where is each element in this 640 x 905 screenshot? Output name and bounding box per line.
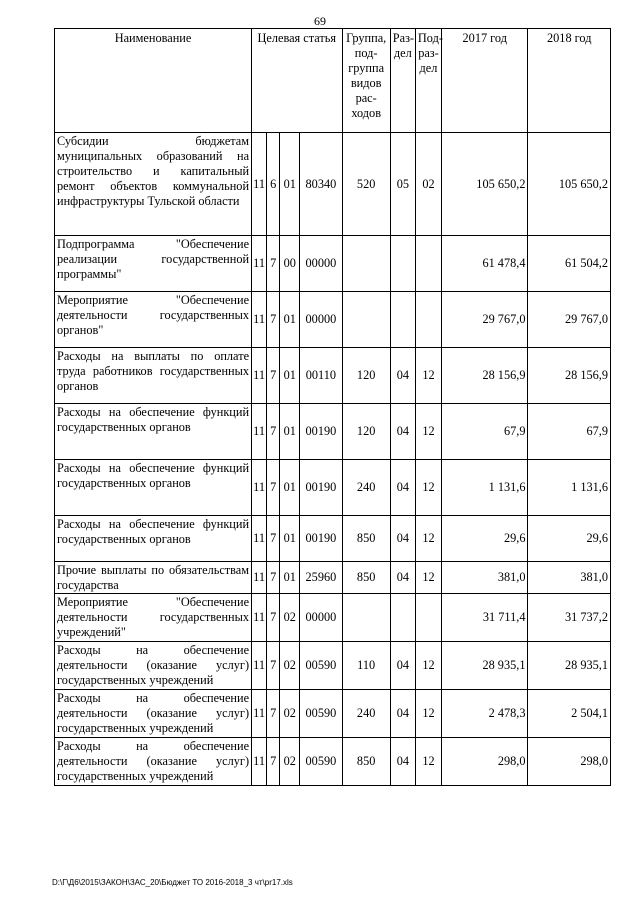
amount-2017: 29,6 [442, 516, 528, 562]
row-name: Расходы на обеспечение деятельности (оказание услуг) государственных учреждений [55, 738, 252, 786]
code-d: 25960 [300, 562, 342, 594]
header-year-2017: 2017 год [442, 29, 528, 133]
code-c: 01 [280, 562, 300, 594]
amount-2018: 28 156,9 [528, 348, 611, 404]
row-name: Расходы на обеспечение функций государственных органов [55, 516, 252, 562]
expense-group: 240 [342, 690, 390, 738]
subsection: 12 [415, 516, 441, 562]
code-d: 00000 [300, 594, 342, 642]
amount-2017: 61 478,4 [442, 236, 528, 292]
amount-2017: 298,0 [442, 738, 528, 786]
amount-2018: 67,9 [528, 404, 611, 460]
expense-group: 850 [342, 738, 390, 786]
subsection [415, 236, 441, 292]
code-b: 7 [267, 562, 280, 594]
table-row [55, 562, 611, 594]
code-b: 7 [267, 292, 280, 348]
amount-2017: 381,0 [442, 562, 528, 594]
row-name: Субсидии бюджетам муниципальных образований на строительство и капитальный ремонт объектов коммунальной инфраструктуры Тульской области [55, 133, 252, 236]
subsection: 12 [415, 738, 441, 786]
amount-2018: 2 504,1 [528, 690, 611, 738]
header-target-article: Целевая статья [252, 29, 342, 133]
code-d: 00190 [300, 516, 342, 562]
code-d: 00590 [300, 642, 342, 690]
table-row [55, 594, 611, 642]
code-c: 01 [280, 460, 300, 516]
expense-group: 240 [342, 460, 390, 516]
code-a: 11 [252, 690, 267, 738]
section: 05 [390, 133, 415, 236]
table-row [55, 292, 611, 348]
amount-2017: 1 131,6 [442, 460, 528, 516]
code-d: 00000 [300, 236, 342, 292]
row-name: Прочие выплаты по обязательствам государства [55, 562, 252, 594]
subsection: 12 [415, 690, 441, 738]
amount-2017: 28 156,9 [442, 348, 528, 404]
subsection: 12 [415, 404, 441, 460]
subsection: 02 [415, 133, 441, 236]
code-b: 7 [267, 236, 280, 292]
table-row [55, 460, 611, 516]
code-b: 7 [267, 738, 280, 786]
row-name: Расходы на обеспечение деятельности (оказание услуг) государственных учреждений [55, 690, 252, 738]
table-row [55, 642, 611, 690]
section: 04 [390, 562, 415, 594]
section [390, 594, 415, 642]
code-d: 00590 [300, 690, 342, 738]
header-group: Группа, под- группа видов рас- ходов [342, 29, 390, 133]
code-a: 11 [252, 292, 267, 348]
header-year-2018: 2018 год [528, 29, 611, 133]
amount-2018: 61 504,2 [528, 236, 611, 292]
amount-2017: 28 935,1 [442, 642, 528, 690]
table-row [55, 133, 611, 236]
footer-file-path: D:\Г\Д6\2015\ЗАКОН\ЗАС_20\Бюджет ТО 2016-2018_3 чт\pr17.xls [52, 878, 293, 887]
header-subsection: Под- раз- дел [415, 29, 441, 133]
page-number: 69 [314, 14, 326, 28]
section: 04 [390, 460, 415, 516]
amount-2017: 31 711,4 [442, 594, 528, 642]
code-b: 6 [267, 133, 280, 236]
row-name: Расходы на обеспечение функций государственных органов [55, 404, 252, 460]
table-row [55, 690, 611, 738]
amount-2018: 29,6 [528, 516, 611, 562]
code-a: 11 [252, 562, 267, 594]
table-row [55, 516, 611, 562]
amount-2017: 29 767,0 [442, 292, 528, 348]
section [390, 236, 415, 292]
section: 04 [390, 404, 415, 460]
amount-2017: 105 650,2 [442, 133, 528, 236]
code-b: 7 [267, 516, 280, 562]
code-d: 00190 [300, 460, 342, 516]
code-b: 7 [267, 404, 280, 460]
subsection [415, 594, 441, 642]
amount-2017: 2 478,3 [442, 690, 528, 738]
header-section: Раз- дел [390, 29, 415, 133]
section [390, 292, 415, 348]
code-b: 7 [267, 460, 280, 516]
subsection [415, 292, 441, 348]
expense-group: 110 [342, 642, 390, 690]
code-a: 11 [252, 236, 267, 292]
table-row [55, 236, 611, 292]
code-a: 11 [252, 642, 267, 690]
row-name: Мероприятие "Обеспечение деятельности государственных учреждений" [55, 594, 252, 642]
code-d: 80340 [300, 133, 342, 236]
amount-2018: 31 737,2 [528, 594, 611, 642]
section: 04 [390, 516, 415, 562]
code-c: 01 [280, 516, 300, 562]
code-d: 00190 [300, 404, 342, 460]
code-b: 7 [267, 348, 280, 404]
code-a: 11 [252, 133, 267, 236]
row-name: Расходы на обеспечение деятельности (оказание услуг) государственных учреждений [55, 642, 252, 690]
code-b: 7 [267, 594, 280, 642]
code-d: 00590 [300, 738, 342, 786]
amount-2018: 105 650,2 [528, 133, 611, 236]
expense-group: 850 [342, 562, 390, 594]
section: 04 [390, 348, 415, 404]
expense-group: 850 [342, 516, 390, 562]
expense-group: 120 [342, 404, 390, 460]
code-a: 11 [252, 738, 267, 786]
code-c: 02 [280, 642, 300, 690]
expense-group: 520 [342, 133, 390, 236]
section: 04 [390, 642, 415, 690]
code-c: 02 [280, 594, 300, 642]
expense-group [342, 292, 390, 348]
expense-group [342, 594, 390, 642]
subsection: 12 [415, 562, 441, 594]
code-c: 01 [280, 292, 300, 348]
row-name: Подпрограмма "Обеспечение реализации государственной программы" [55, 236, 252, 292]
code-a: 11 [252, 404, 267, 460]
subsection: 12 [415, 642, 441, 690]
expense-group [342, 236, 390, 292]
code-d: 00000 [300, 292, 342, 348]
budget-table [54, 28, 611, 786]
code-c: 01 [280, 133, 300, 236]
header-name: Наименование [55, 29, 252, 133]
subsection: 12 [415, 348, 441, 404]
table-row [55, 348, 611, 404]
code-a: 11 [252, 594, 267, 642]
row-name: Мероприятие "Обеспечение деятельности государственных органов" [55, 292, 252, 348]
amount-2018: 298,0 [528, 738, 611, 786]
amount-2018: 29 767,0 [528, 292, 611, 348]
code-a: 11 [252, 516, 267, 562]
table-row [55, 404, 611, 460]
code-c: 02 [280, 738, 300, 786]
code-c: 00 [280, 236, 300, 292]
code-a: 11 [252, 348, 267, 404]
section: 04 [390, 738, 415, 786]
code-a: 11 [252, 460, 267, 516]
code-d: 00110 [300, 348, 342, 404]
row-name: Расходы на выплаты по оплате труда работников государственных органов [55, 348, 252, 404]
amount-2017: 67,9 [442, 404, 528, 460]
table-header-row [55, 29, 611, 133]
code-c: 01 [280, 404, 300, 460]
subsection: 12 [415, 460, 441, 516]
code-b: 7 [267, 690, 280, 738]
section: 04 [390, 690, 415, 738]
code-c: 01 [280, 348, 300, 404]
table-row [55, 738, 611, 786]
code-c: 02 [280, 690, 300, 738]
amount-2018: 1 131,6 [528, 460, 611, 516]
row-name: Расходы на обеспечение функций государственных органов [55, 460, 252, 516]
amount-2018: 381,0 [528, 562, 611, 594]
expense-group: 120 [342, 348, 390, 404]
amount-2018: 28 935,1 [528, 642, 611, 690]
code-b: 7 [267, 642, 280, 690]
